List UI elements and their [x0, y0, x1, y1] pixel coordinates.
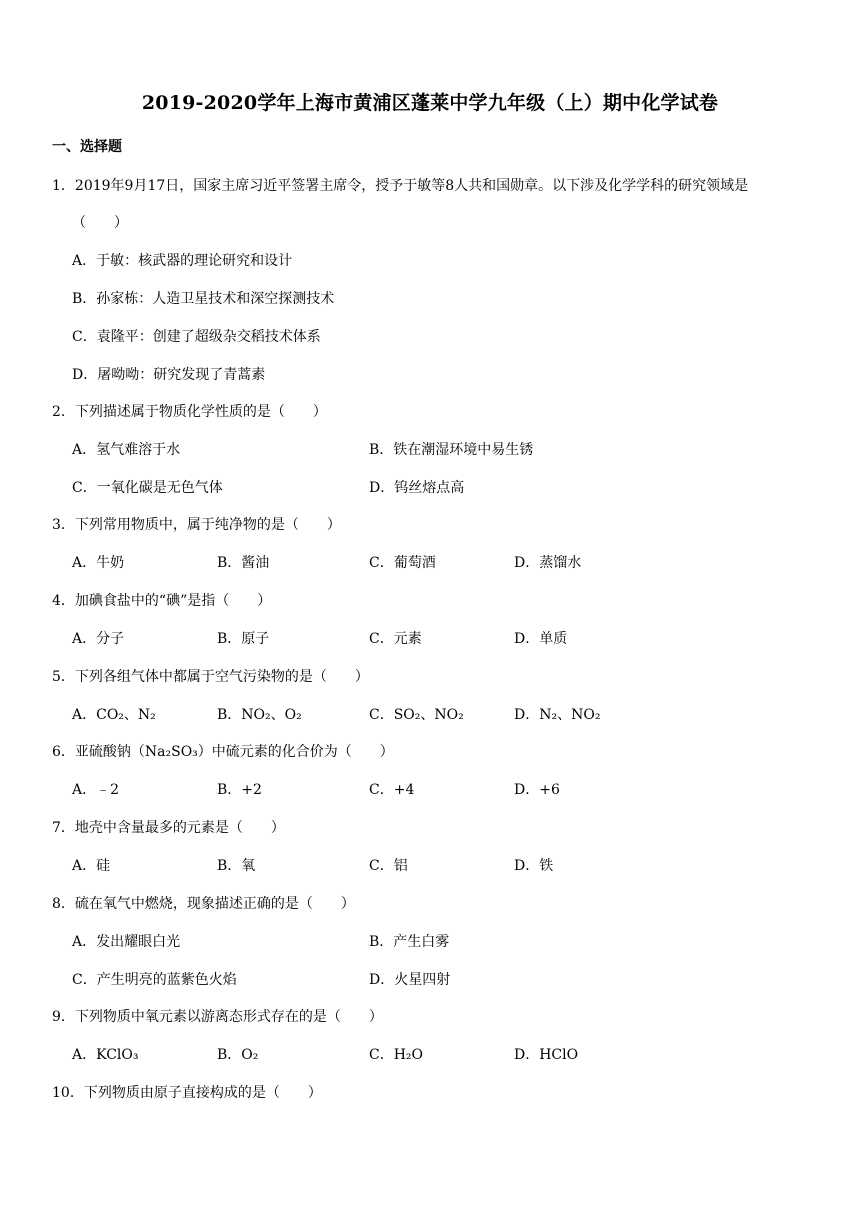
- q8-option-c: C．产生明亮的蓝紫色火焰: [72, 972, 237, 988]
- q2-option-b: B．铁在潮湿环境中易生锈: [369, 442, 534, 458]
- question-2-stem: 2．下列描述属于物质化学性质的是（ ）: [52, 404, 327, 420]
- question-9-stem: 9．下列物质中氧元素以游离态形式存在的是（ ）: [52, 1009, 383, 1025]
- q5-option-d: D．N₂、NO₂: [514, 707, 601, 723]
- q5-option-b: B．NO₂、O₂: [217, 707, 302, 723]
- q1-option-c: C．袁隆平：创建了超级杂交稻技术体系: [72, 329, 321, 345]
- question-10-stem: 10．下列物质由原子直接构成的是（ ）: [52, 1085, 322, 1101]
- q9-option-c: C．H₂O: [369, 1047, 424, 1063]
- q3-option-b: B．酱油: [217, 555, 270, 571]
- question-6-stem: 6．亚硫酸钠（Na₂SO₃）中硫元素的化合价为（ ）: [52, 744, 394, 760]
- q4-option-b: B．原子: [217, 631, 270, 647]
- q4-option-c: C．元素: [369, 631, 422, 647]
- q5-option-c: C．SO₂、NO₂: [369, 707, 464, 723]
- question-3-stem: 3．下列常用物质中，属于纯净物的是（ ）: [52, 517, 341, 533]
- q9-option-d: D．HClO: [514, 1047, 579, 1063]
- q1-option-a: A．于敏：核武器的理论研究和设计: [72, 253, 293, 269]
- question-4-stem: 4．加碘食盐中的“碘”是指（ ）: [52, 593, 272, 609]
- q7-option-d: D．铁: [514, 858, 554, 874]
- q4-option-d: D．单质: [514, 631, 568, 647]
- q9-option-b: B．O₂: [217, 1047, 259, 1063]
- q7-option-c: C．铝: [369, 858, 408, 874]
- q8-option-a: A．发出耀眼白光: [72, 934, 181, 950]
- q5-option-a: A．CO₂、N₂: [72, 707, 156, 723]
- q2-option-c: C．一氧化碳是无色气体: [72, 480, 223, 496]
- q3-option-d: D．蒸馏水: [514, 555, 582, 571]
- q6-option-d: D．+6: [514, 782, 560, 798]
- q6-option-b: B．+2: [217, 782, 262, 798]
- q1-option-b: B．孙家栋：人造卫星技术和深空探测技术: [72, 291, 335, 307]
- question-5-stem: 5．下列各组气体中都属于空气污染物的是（ ）: [52, 669, 369, 685]
- q9-option-a: A．KClO₃: [72, 1047, 139, 1063]
- q8-option-d: D．火星四射: [369, 972, 451, 988]
- q8-option-b: B．产生白雾: [369, 934, 450, 950]
- question-1-stem-cont: （ ）: [72, 215, 128, 231]
- q7-option-a: A．硅: [72, 858, 111, 874]
- q4-option-a: A．分子: [72, 631, 125, 647]
- q3-option-a: A．牛奶: [72, 555, 125, 571]
- q6-option-a: A．﹣2: [72, 782, 120, 798]
- q7-option-b: B．氧: [217, 858, 256, 874]
- q3-option-c: C．葡萄酒: [369, 555, 436, 571]
- question-8-stem: 8．硫在氧气中燃烧，现象描述正确的是（ ）: [52, 896, 355, 912]
- q6-option-c: C．+4: [369, 782, 415, 798]
- section-heading: 一、选择题: [52, 139, 122, 155]
- q2-option-d: D．钨丝熔点高: [369, 480, 465, 496]
- question-1-stem: 1．2019年9月17日，国家主席习近平签署主席令，授予于敏等8人共和国勋章。以下涉及化学学科的研究领域是: [52, 178, 749, 194]
- q2-option-a: A．氢气难溶于水: [72, 442, 181, 458]
- question-7-stem: 7．地壳中含量最多的元素是（ ）: [52, 820, 285, 836]
- page-title: 2019-2020学年上海市黄浦区蓬莱中学九年级（上）期中化学试卷: [141, 92, 719, 114]
- q1-option-d: D．屠呦呦：研究发现了青蒿素: [72, 367, 266, 383]
